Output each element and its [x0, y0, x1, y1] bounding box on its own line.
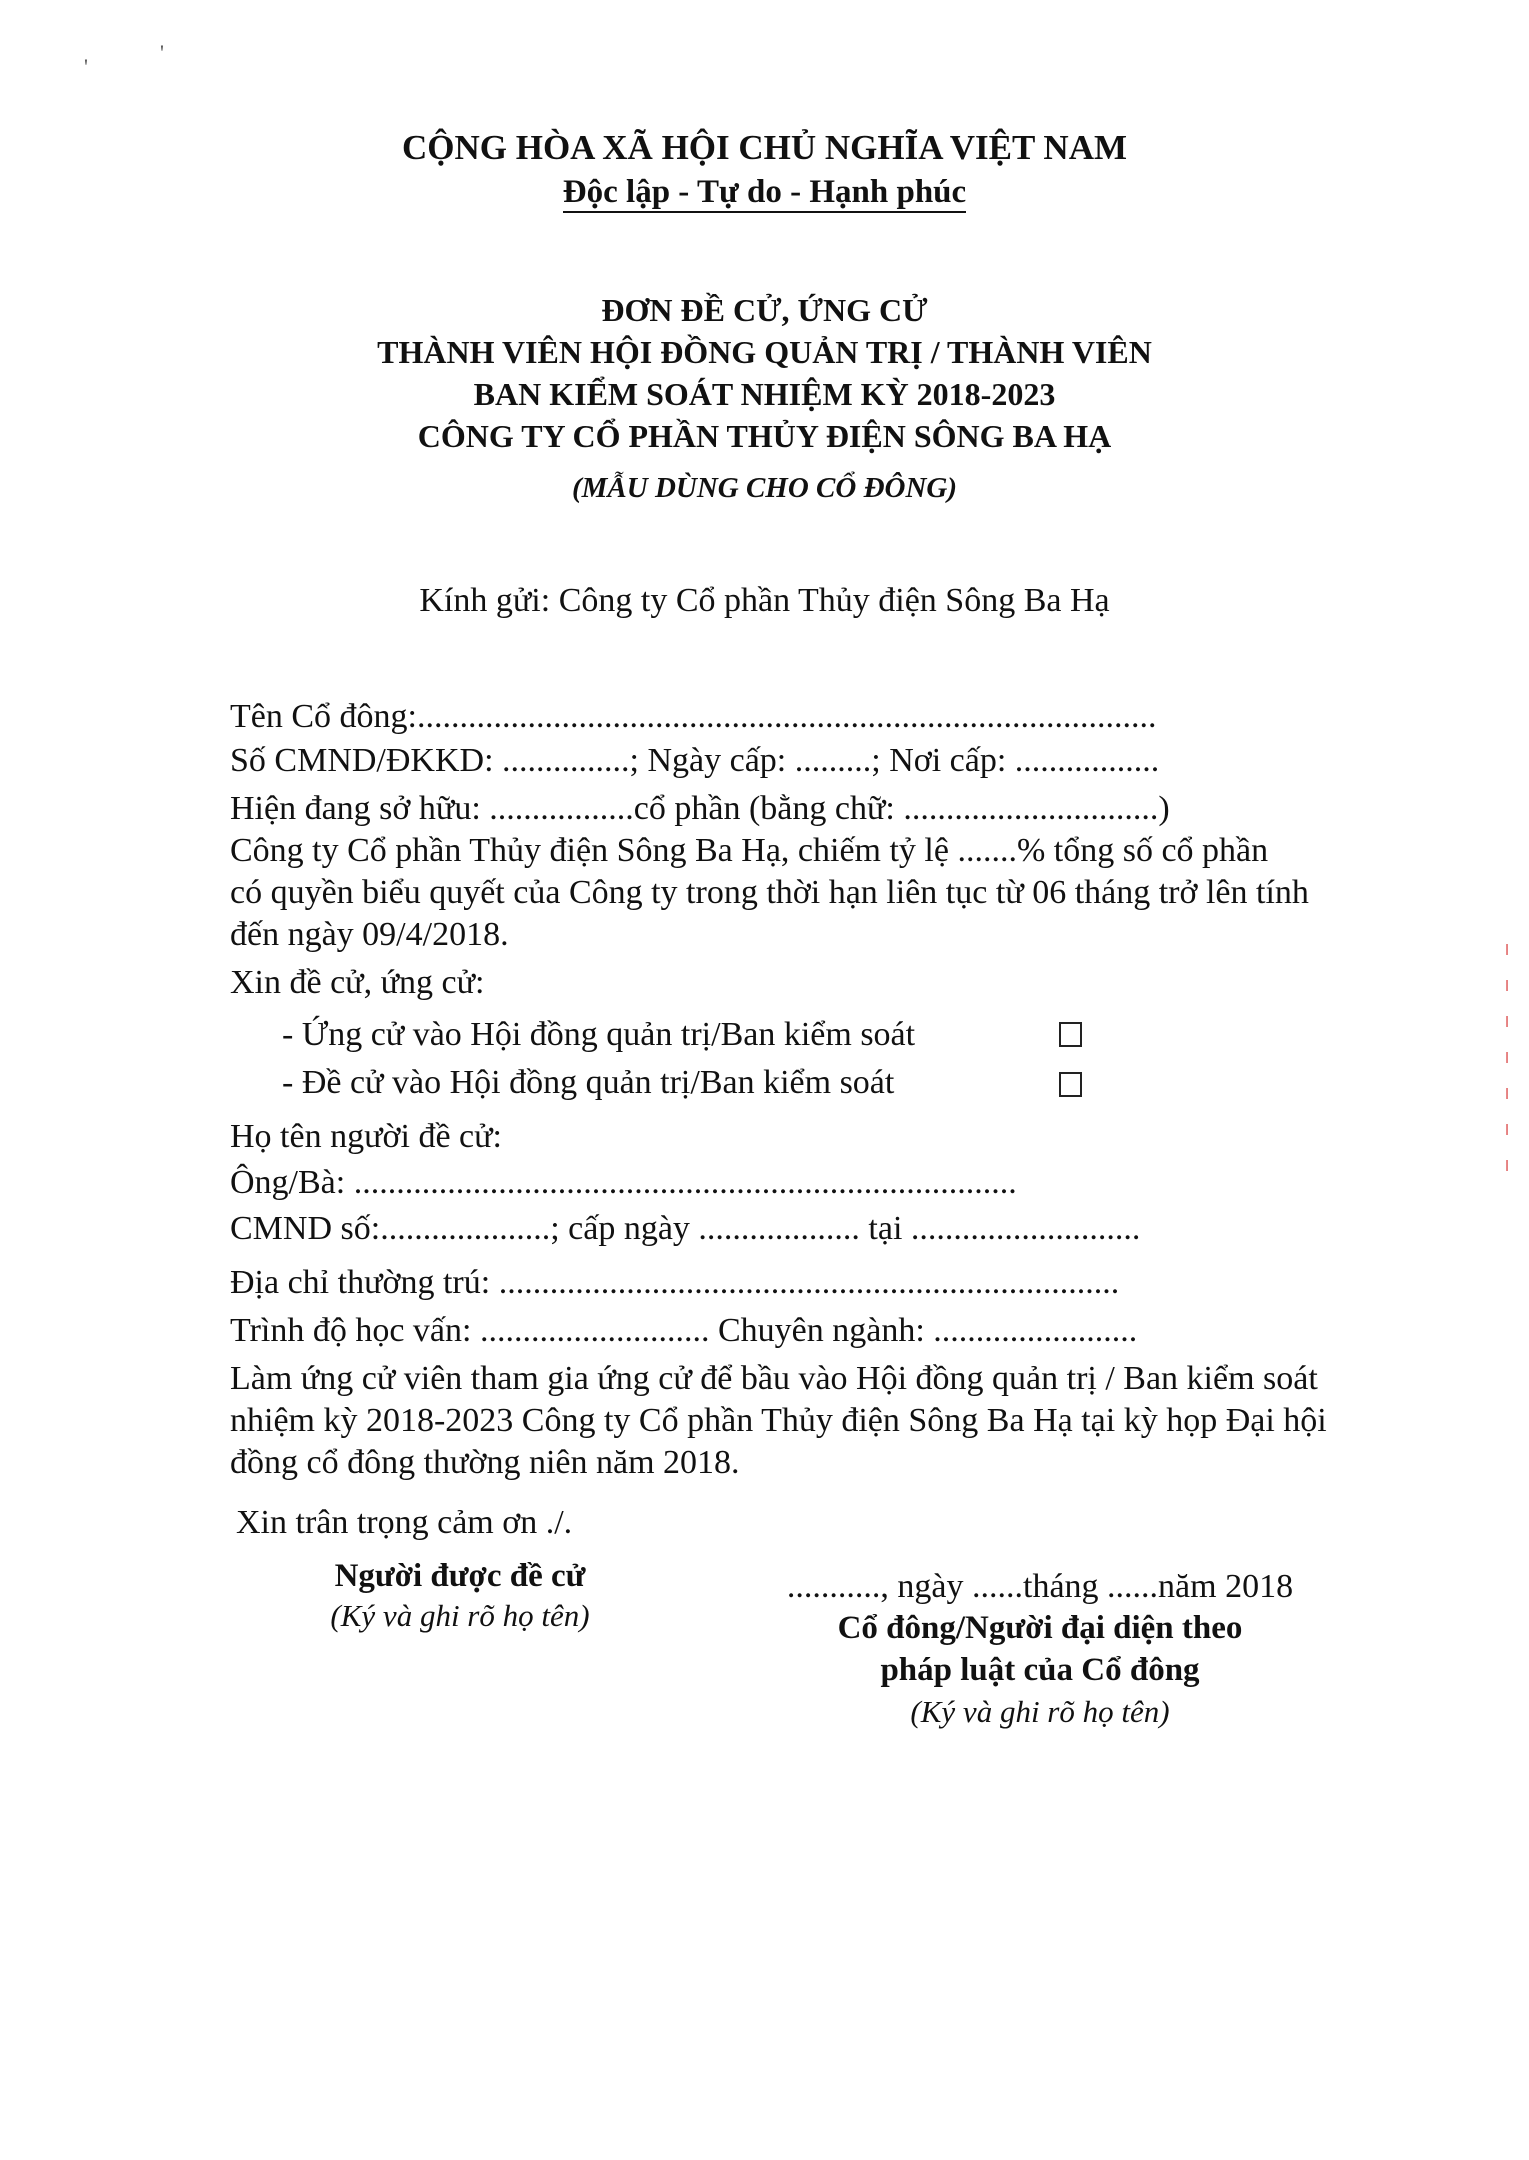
candidacy-text-3: đồng cổ đông thường niên năm 2018. [230, 1444, 740, 1481]
nominate-intro: Xin đề cử, ứng cử: [230, 964, 485, 1001]
shareholder-name-field[interactable]: Tên Cổ đông:....................................................................................... [230, 698, 1157, 735]
nominee-education-field[interactable]: Trình độ học vấn: ........................... Chuyên ngành: ........................ [230, 1312, 1138, 1349]
candidacy-text-2: nhiệm kỳ 2018-2023 Công ty Cổ phần Thủy điện Sông Ba Hạ tại kỳ họp Đại hội [230, 1402, 1327, 1439]
shareholder-signature-title-1: Cổ đông/Người đại diện theo [837, 1610, 1243, 1646]
nominee-name-field[interactable]: Ông/Bà: .............................................................................. [230, 1164, 1017, 1201]
option-nominate-label: - Đề cử vào Hội đồng quản trị/Ban kiểm soát [282, 1064, 895, 1101]
scan-mark: ' [160, 40, 164, 65]
self-nominate-checkbox[interactable] [1059, 1022, 1082, 1047]
nominate-checkbox[interactable] [1059, 1072, 1082, 1097]
motto-text: Độc lập - Tự do - Hạnh phúc [563, 174, 966, 213]
voting-rights-line: có quyền biểu quyết của Công ty trong thời hạn liên tục từ 06 tháng trở lên tính [230, 874, 1309, 911]
cutoff-date-line: đến ngày 09/4/2018. [230, 916, 509, 953]
country-header: CỘNG HÒA XÃ HỘI CHỦ NGHĨA VIỆT NAM [401, 128, 1128, 167]
scan-mark: ' [84, 54, 88, 79]
signature-date[interactable]: ..........., ngày ......tháng ......năm 2018 [786, 1568, 1294, 1605]
nominee-id-field[interactable]: CMND số:....................; cấp ngày ................... tại ........................... [230, 1210, 1141, 1247]
shareholder-signature-note: (Ký và ghi rõ họ tên) [910, 1694, 1170, 1729]
nominee-signature-note: (Ký và ghi rõ họ tên) [330, 1598, 590, 1633]
form-title-line4: CÔNG TY CỔ PHẦN THỦY ĐIỆN SÔNG BA HẠ [417, 418, 1112, 454]
nominee-heading: Họ tên người đề cử: [230, 1118, 502, 1155]
form-title-line3: BAN KIỂM SOÁT NHIỆM KỲ 2018-2023 [473, 376, 1056, 412]
form-title-line2: THÀNH VIÊN HỘI ĐỒNG QUẢN TRỊ / THÀNH VIÊN [377, 334, 1152, 370]
shareholder-signature-title-2: pháp luật của Cổ đông [880, 1652, 1200, 1688]
candidacy-text-1: Làm ứng cử viên tham gia ứng cử để bầu vào Hội đồng quản trị / Ban kiểm soát [230, 1360, 1318, 1397]
stamp-edge-fragment: ı ı ı ı ı ı ı [1504, 936, 1510, 1176]
nominee-signature-title: Người được đề cử [334, 1558, 586, 1594]
id-field-line[interactable]: Số CMND/ĐKKD: ...............; Ngày cấp: .........; Nơi cấp: ................. [230, 742, 1160, 779]
motto [0, 174, 1529, 211]
thanks: Xin trân trọng cảm ơn ./. [236, 1504, 573, 1541]
nominee-address-field[interactable]: Địa chỉ thường trú: ......................................................................... [230, 1264, 1120, 1301]
option-self-nominate-label: - Ứng cử vào Hội đồng quản trị/Ban kiểm soát [282, 1016, 916, 1053]
form-subtitle: (MẪU DÙNG CHO CỔ ĐÔNG) [571, 472, 958, 504]
holding-field-line[interactable]: Hiện đang sở hữu: .................cổ phần (bằng chữ: ..............................) [230, 790, 1170, 827]
form-title-line1: ĐƠN ĐỀ CỬ, ỨNG CỬ [601, 292, 928, 328]
recipient: Kính gửi: Công ty Cổ phần Thủy điện Sông Ba Hạ [419, 582, 1110, 619]
company-ratio-line: Công ty Cổ phần Thủy điện Sông Ba Hạ, chiếm tỷ lệ .......% tổng số cổ phần [230, 832, 1269, 869]
